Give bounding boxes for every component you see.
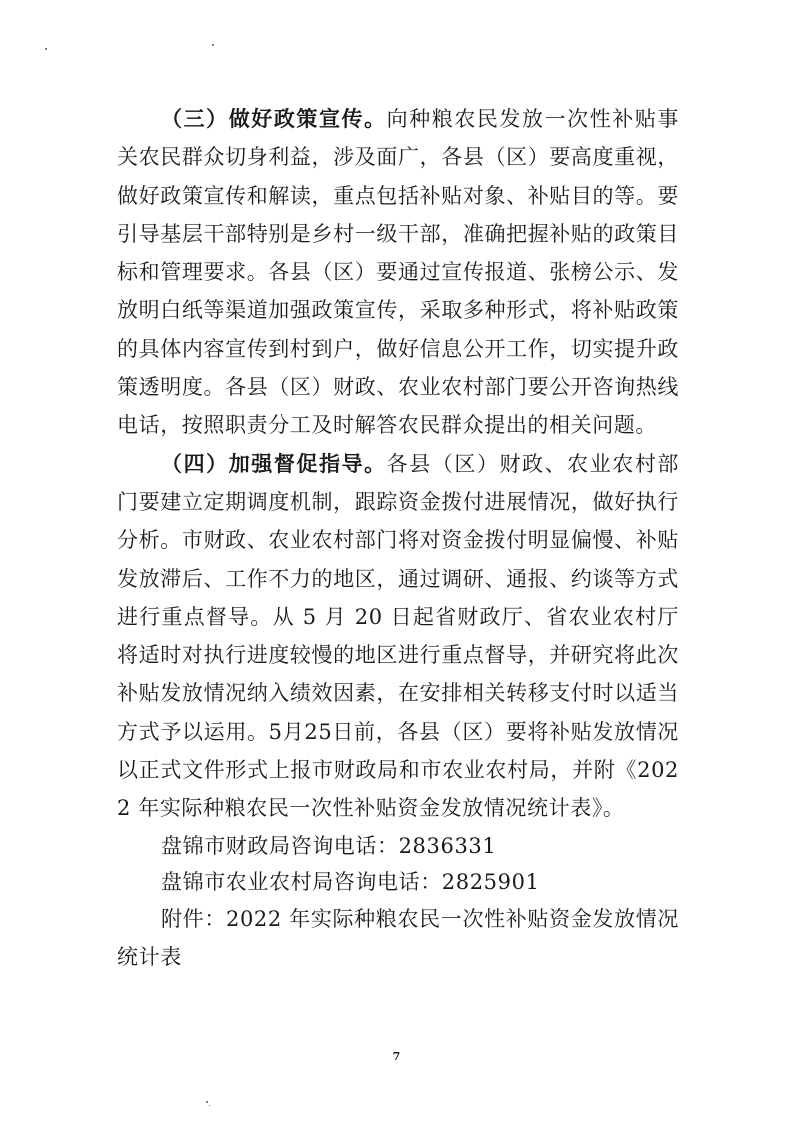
attachment-note: 附件：2022 年实际种粮农民一次性补贴资金发放情况统计表: [117, 906, 679, 969]
contact-agriculture-bureau: 盘锦市农业农村局咨询电话：2825901: [161, 869, 540, 894]
scan-speck: [206, 1101, 208, 1103]
scan-speck: [209, 1105, 210, 1106]
section-heading: （三）做好政策宣传。: [161, 107, 387, 131]
section-body: 各县（区）财政、农业农村部门要建立定期调度机制，跟踪资金拨付进展情况，做好执行分析。市财政、农业农村部门将对资金拨付明显偏慢、补贴发放滞后、工作不力的地区，通过调研、通报、约谈等方式进行重点督导。从 5 月 20 日起省财政厅、省农业农村厅将适时对执行进度较慢的地区进行重点督导，并研究将此次补贴发放情况纳入绩效因素，在安排相关转移支付时以适当方式予以运用。5月25日前，各县（区）要将补贴发放情况以正式文件形式上报市财政局和市农业农村局，并附《2022 年实际种粮农民一次性补贴资金发放情况统计表》。: [117, 451, 679, 821]
section-publicity: [117, 100, 679, 445]
page-number: 7: [392, 1050, 401, 1063]
document-body: [117, 100, 679, 976]
section-supervision: [117, 445, 679, 828]
section-body: 向种粮农民发放一次性补贴事关农民群众切身利益，涉及面广，各县（区）要高度重视，做好政策宣传和解读，重点包括补贴对象、补贴目的等。要引导基层干部特别是乡村一级干部，准确把握补贴的政策目标和管理要求。各县（区）要通过宣传报道、张榜公示、发放明白纸等渠道加强政策宣传，采取多种形式，将补贴政策的具体内容宣传到村到户，做好信息公开工作，切实提升政策透明度。各县（区）财政、农业农村部门要公开咨询热线电话，按照职责分工及时解答农民群众提出的相关问题。: [117, 107, 679, 438]
scan-speck: [45, 48, 47, 50]
section-heading: （四）加强督促指导。: [161, 451, 387, 476]
contact-finance-bureau: 盘锦市财政局咨询电话：2836331: [161, 833, 497, 858]
scan-speck: [212, 44, 214, 46]
